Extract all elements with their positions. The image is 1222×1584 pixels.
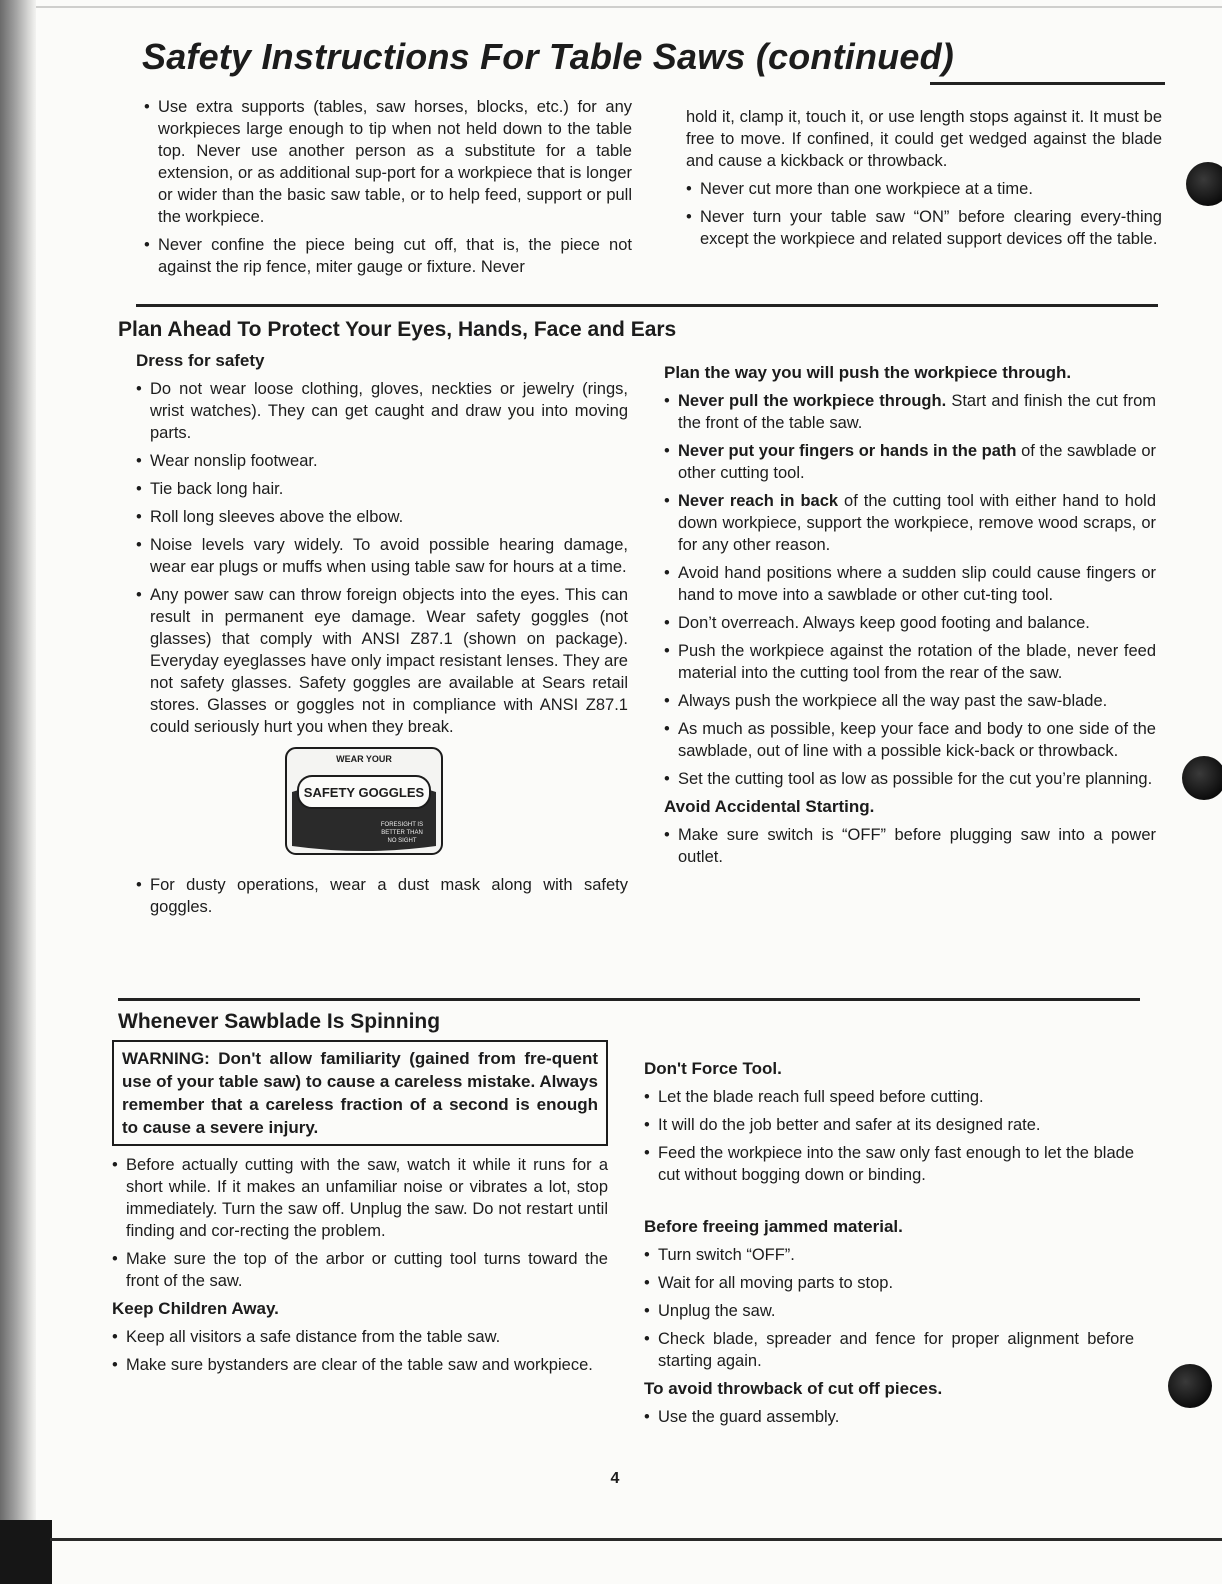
spinning-right-column	[644, 1058, 1134, 1434]
logo-motto-2: BETTER THAN	[381, 830, 423, 836]
list-item: • Make sure switch is “OFF” before plugging saw into a power outlet.	[664, 824, 1156, 868]
title-rule	[930, 82, 1165, 85]
subheading-children: Keep Children Away.	[112, 1299, 279, 1318]
subheading-avoid-starting: Avoid Accidental Starting.	[664, 797, 875, 816]
plan-left-column	[136, 350, 628, 924]
list-item-text: Start and finish the cut from the front of the table saw.	[678, 392, 1156, 432]
list-item: • As much as possible, keep your face and body to one side of the sawblade, out of line with a possible kick-back or throwback.	[664, 718, 1156, 762]
subheading-dress: Dress for safety	[136, 351, 265, 370]
list-item: • Unplug the saw.	[644, 1300, 1134, 1322]
list-item: • Any power saw can throw foreign objects into the eyes. This can result in permanent eye damage. Wear safety goggles (not glasses) that comply with ANSI Z87.1 (shown on package). Everyday eyeglasses have only impact resistant lenses. They are not safety glasses. Safety goggles are available at Sears retail stores. Glasses or goggles not in compliance with ANSI Z87.1 could seriously hurt you when they break.	[136, 584, 628, 738]
list-item: • Keep all visitors a safe distance from the table saw.	[112, 1326, 608, 1348]
page-title: Safety Instructions For Table Saws (continued)	[142, 36, 954, 77]
list-item: • Check blade, spreader and fence for proper alignment before starting again.	[644, 1328, 1134, 1372]
binding-corner	[0, 1520, 52, 1584]
section-heading-spinning: Whenever Sawblade Is Spinning	[118, 1010, 441, 1033]
top-right-column	[686, 106, 1162, 256]
list-item: • Noise levels vary widely. To avoid possible hearing damage, wear ear plugs or muffs when using table saw for hours at a time.	[136, 534, 628, 578]
subheading-jammed: Before freeing jammed material.	[644, 1217, 903, 1236]
list-item: • Push the workpiece against the rotation of the blade, never feed material into the cutting tool from the rear of the saw.	[664, 640, 1156, 684]
list-item: • Never cut more than one workpiece at a time.	[686, 178, 1162, 200]
list-item: • Make sure bystanders are clear of the table saw and workpiece.	[112, 1354, 608, 1376]
list-item-text: of the sawblade or other cutting tool.	[678, 442, 1156, 482]
top-left-column	[144, 96, 632, 284]
page-number: 4	[610, 1470, 620, 1487]
list-item: • Tie back long hair.	[136, 478, 628, 500]
list-item: • Let the blade reach full speed before cutting.	[644, 1086, 1134, 1108]
section-rule	[118, 998, 1140, 1001]
logo-motto-3: NO SIGHT	[387, 838, 417, 844]
list-item	[664, 490, 1156, 556]
list-item-text: of the cutting tool with either hand to hold down workpiece, support the workpiece, remove wood scraps, or for any other reason.	[678, 492, 1156, 554]
list-item	[664, 390, 1156, 434]
list-item: • Always push the workpiece all the way past the saw-blade.	[664, 690, 1156, 712]
list-item: • Wait for all moving parts to stop.	[644, 1272, 1134, 1294]
list-item: • Use extra supports (tables, saw horses, blocks, etc.) for any workpieces large enough to tip when not held down to the table top. Never use another person as a substitute for a table extension, or as additional sup-port for a workpiece that is longer or wider than the basic saw table, or to help feed, support or pull the workpiece.	[144, 96, 632, 228]
punch-hole	[1182, 756, 1222, 800]
list-item: • It will do the job better and safer at its designed rate.	[644, 1114, 1134, 1136]
binding-shadow	[0, 0, 36, 1584]
page-top-edge	[36, 6, 1222, 8]
subheading-throwback: To avoid throwback of cut off pieces.	[644, 1379, 943, 1398]
list-item: • Never confine the piece being cut off, that is, the piece not against the rip fence, miter gauge or fixture. Never	[144, 234, 632, 278]
list-item: • Make sure the top of the arbor or cutting tool turns toward the front of the saw.	[112, 1248, 608, 1292]
spacer	[644, 1192, 1134, 1216]
logo-motto-1: FORESIGHT IS	[380, 822, 424, 828]
subheading-push: Plan the way you will push the workpiece through.	[664, 363, 1072, 382]
list-item: • Before actually cutting with the saw, watch it while it runs for a short while. If it makes an unfamiliar noise or vibrates a lot, stop immediately. Turn the saw off. Unplug the saw. Do not restart until finding and cor-recting the problem.	[112, 1154, 608, 1242]
warning-box: WARNING: Don't allow familiarity (gained from fre-quent use of your table saw) to cause a careless mistake. Always remember that a careless fraction of a second is enough to cause a severe injury.	[112, 1040, 608, 1146]
list-item: • Roll long sleeves above the elbow.	[136, 506, 628, 528]
list-item-bold: Never put your fingers or hands in the path	[678, 442, 1017, 460]
logo-main-text: SAFETY GOGGLES	[303, 785, 425, 800]
safety-goggles-logo	[284, 746, 444, 856]
list-item	[664, 440, 1156, 484]
punch-hole	[1186, 162, 1222, 206]
list-item-bold: Never pull the workpiece through.	[678, 392, 947, 410]
subheading-force-tool: Don't Force Tool.	[644, 1059, 782, 1078]
list-item-bold: Never reach in back	[678, 492, 839, 510]
list-item: • Don’t overreach. Always keep good footing and balance.	[664, 612, 1156, 634]
list-item: • Do not wear loose clothing, gloves, neckties or jewelry (rings, wrist watches). They can get caught and draw you into moving parts.	[136, 378, 628, 444]
bottom-rule	[50, 1538, 1222, 1541]
logo-top-text: WEAR YOUR	[336, 754, 392, 764]
list-item: • Turn switch “OFF”.	[644, 1244, 1134, 1266]
list-item: • Set the cutting tool as low as possible for the cut you’re planning.	[664, 768, 1156, 790]
spinning-left-column	[112, 1040, 608, 1382]
punch-hole	[1168, 1364, 1212, 1408]
section-heading-plan-ahead: Plan Ahead To Protect Your Eyes, Hands, Face and Ears	[118, 318, 677, 341]
section-rule	[136, 304, 1158, 307]
list-item: • Never turn your table saw “ON” before clearing every-thing except the workpiece and related support devices off the table.	[686, 206, 1162, 250]
list-item: • Avoid hand positions where a sudden slip could cause fingers or hand to move into a sawblade or other cut-ting tool.	[664, 562, 1156, 606]
list-item: • Use the guard assembly.	[644, 1406, 1134, 1428]
list-item: • For dusty operations, wear a dust mask along with safety goggles.	[136, 874, 628, 918]
plan-right-column	[664, 362, 1156, 874]
list-item: • Feed the workpiece into the saw only fast enough to let the blade cut without bogging down or binding.	[644, 1142, 1134, 1186]
list-item: • Wear nonslip footwear.	[136, 450, 628, 472]
list-item-continued: hold it, clamp it, touch it, or use length stops against it. It must be free to move. If confined, it could get wedged against the blade and cause a kickback or throwback.	[686, 108, 1162, 170]
